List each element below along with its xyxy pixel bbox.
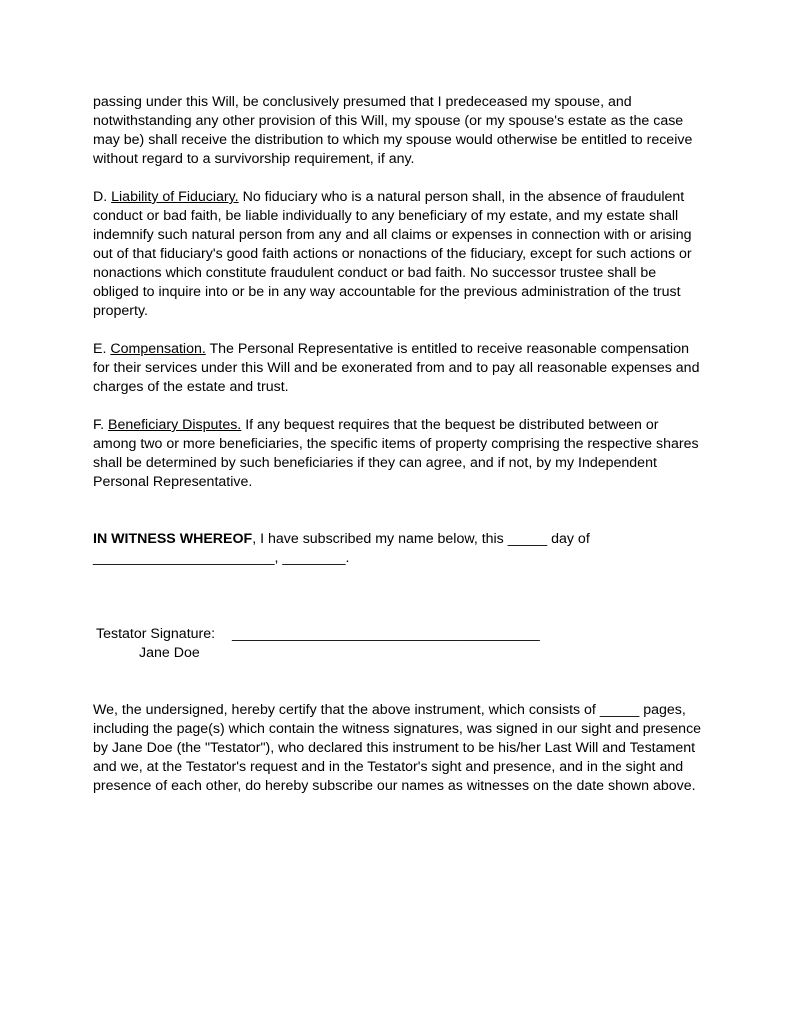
witness-clause-text: , I have subscribed my name below, this _____ day of _______________________, ________. bbox=[93, 531, 590, 566]
paragraph-d-text: No fiduciary who is a natural person shall, in the absence of fraudulent conduct or bad faith, be liable individually to any beneficiary of my estate, and my estate shall indemnify such natural person from any and all claims or expenses in connection with or arising out of that fiduciary's good faith actions or nonactions of the fiduciary, except for such actions or nonactions which constitute fraudulent conduct or bad faith. No successor trustee shall be obliged to inquire into or be in any way accountable for the previous administration of the trust property. bbox=[93, 189, 692, 319]
witness-certification: We, the undersigned, hereby certify that the above instrument, which consists of _____ pages, including the page(s) which contain the witness signatures, was signed in our sight and presence by Jane Doe (the "Testator"), who declared this instrument to be his/her Last Will and Testament and we, at the Testator's request and in the Testator's sight and presence, and in the sight and presence of each other, do hereby subscribe our names as witnesses on the date shown above. bbox=[93, 702, 702, 794]
witness-clause-heading: IN WITNESS WHEREOF bbox=[93, 531, 253, 547]
paragraph-e-prefix: E. bbox=[93, 341, 111, 357]
paragraph-d-heading: Liability of Fiduciary. bbox=[111, 189, 239, 205]
signature-label: Testator Signature: bbox=[96, 626, 216, 642]
testator-signature-block bbox=[93, 625, 703, 663]
paragraph-d-prefix: D. bbox=[93, 189, 112, 205]
witness-clause bbox=[93, 530, 703, 568]
paragraph-e-compensation bbox=[93, 340, 703, 397]
testator-name: Jane Doe bbox=[139, 645, 200, 661]
paragraph-f-prefix: F. bbox=[93, 417, 108, 433]
paragraph-c-continued: passing under this Will, be conclusively presumed that I predeceased my spouse, and notwithstanding any other provision of this Will, my spouse (or my spouse's estate as the case may be) shall receive the distribution to which my spouse would otherwise be entitled to receive without regard to a survivorship requirement, if any. bbox=[93, 94, 693, 167]
paragraph-e-text: The Personal Representative is entitled to receive reasonable compensation for their services under this Will and be exonerated from and to pay all reasonable expenses and charges of the estate and trust. bbox=[93, 341, 700, 395]
signature-line: _______________________________________ bbox=[232, 626, 540, 642]
paragraph-e-heading: Compensation. bbox=[110, 341, 206, 357]
paragraph-f-heading: Beneficiary Disputes. bbox=[107, 417, 242, 433]
paragraph-f-beneficiary-disputes bbox=[93, 416, 703, 492]
signature-row bbox=[96, 625, 703, 644]
paragraph-f-text: If any bequest requires that the bequest be distributed between or among two or more beneficiaries, the specific items of property comprising the respective shares shall be determined by such beneficiaries if they can agree, and if not, by my Independent Personal Representative. bbox=[93, 417, 699, 490]
document-page bbox=[93, 93, 703, 796]
paragraph-d-liability bbox=[93, 188, 703, 321]
